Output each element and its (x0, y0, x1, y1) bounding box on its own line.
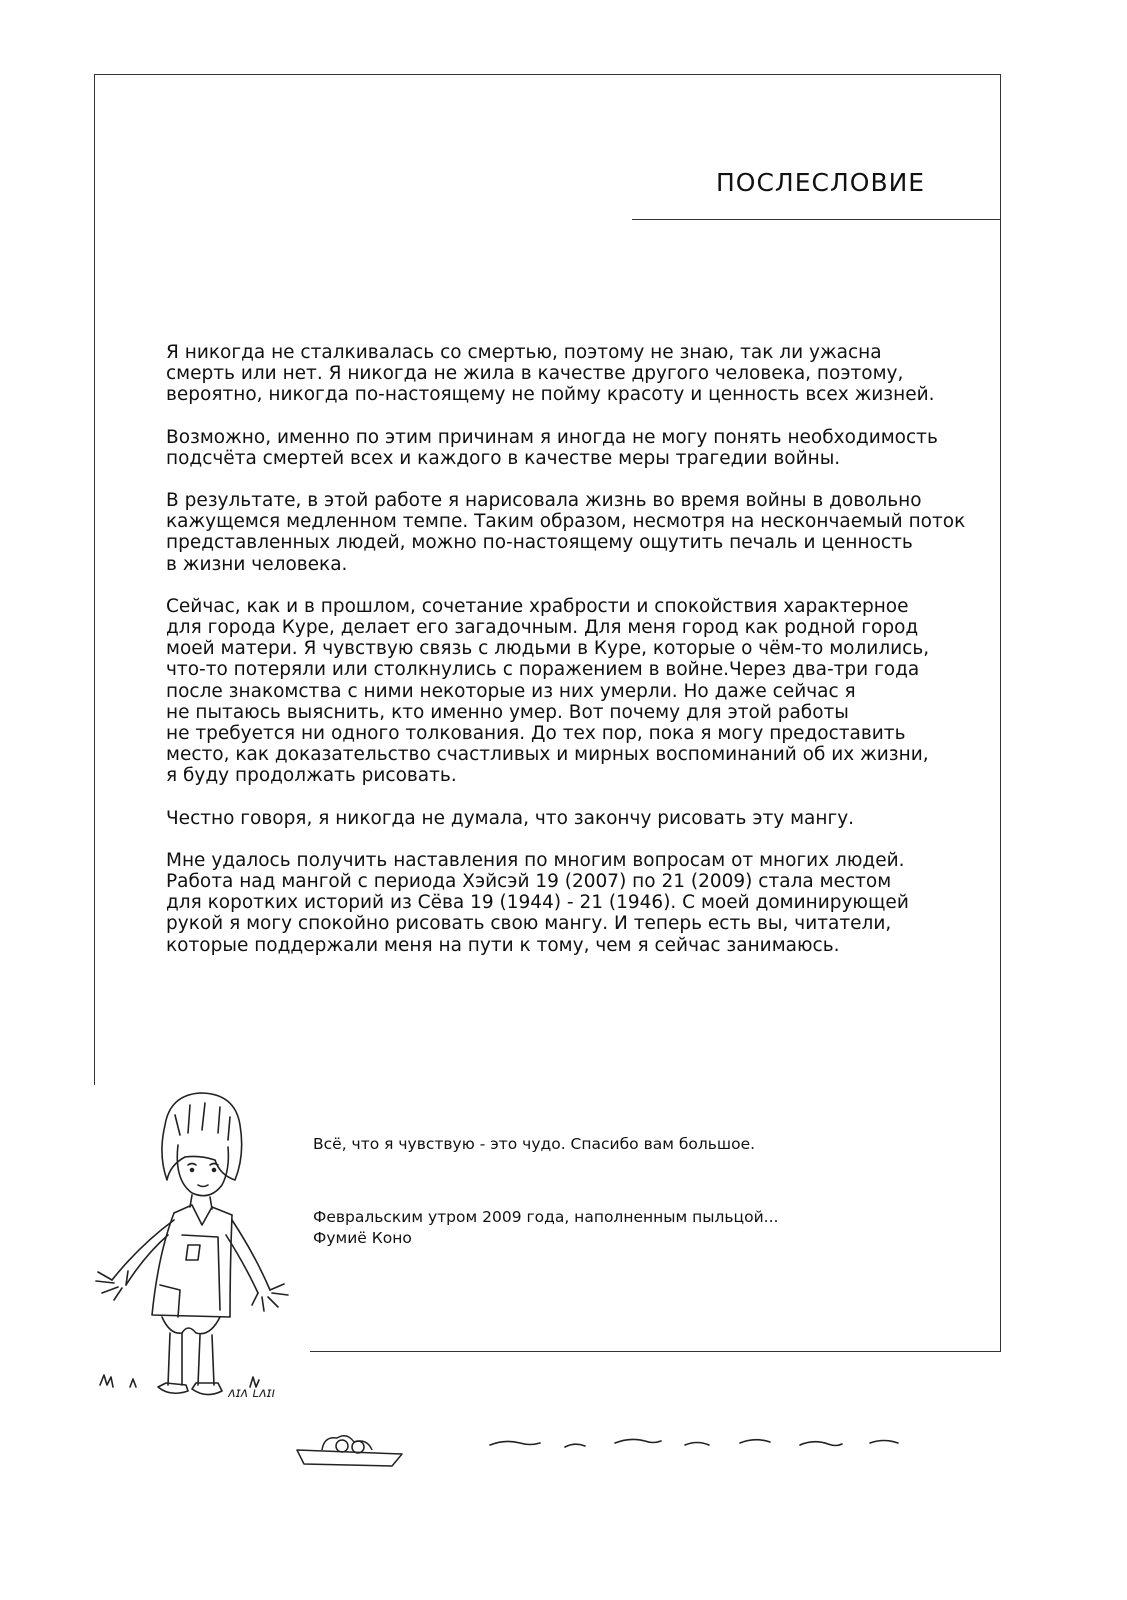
title-underline (632, 219, 1001, 220)
paragraph-2: Возможно, именно по этим причинам я иногда не могу понять необходимость подсчёта смертей всех и каждого в качестве меры трагедии войны. (166, 426, 938, 469)
girl-illustration (70, 1085, 310, 1425)
waves-drawing (470, 1425, 1030, 1455)
grass-scribble: ʌɪʌ ʟʌɪı (228, 1386, 276, 1401)
paragraph-6: Мне удалось получить наставления по многим вопросам от многих людей. Работа над мангой с периода Хэйсэй 19 (2007) по 21 (2009) стала местом для коротких историй из Сёва 19 (1944) - 21 (1946). С моей доминирующей рукой я могу спокойно рисовать свою мангу. И теперь есть вы, читатели, которые поддержали меня на пути к тому, чем я сейчас занимаюсь. (166, 849, 909, 956)
boat-drawing (292, 1430, 417, 1470)
thanks-line: Всё, что я чувствую - это чудо. Спасибо вам большое. (313, 1135, 756, 1153)
signature-block (313, 1207, 778, 1249)
paragraph-1: Я никогда не сталкивалась со смертью, поэтому не знаю, так ли ужасна смерть или нет. Я никогда не жила в качестве другого человека, поэтому, вероятно, никогда по-настоящему не пойму красоту и ценность всех жизней. (166, 342, 935, 406)
page-title: ПОСЛЕСЛОВИЕ (716, 168, 926, 197)
afterword-body (166, 342, 966, 977)
paragraph-5: Честно говоря, я никогда не думала, что закончу рисовать эту мангу. (166, 807, 855, 829)
paragraph-4: Сейчас, как и в прошлом, сочетание храбрости и спокойствия характерное для города Куре, делает его загадочным. Для меня город как родной город моей матери. Я чувствую связь с людьми в Куре, которые о чём-то молились, что-то потеряли или столкнулись с поражением в войне.Через два-три года после знакомства с ними некоторые из них умерли. Но даже сейчас я не пытаюсь выяснить, кто именно умер. Вот почему для этой работы не требуется ни одного толкования. До тех пор, пока я могу предоставить место, как доказательство счастливых и мирных воспоминаний об их жизни, я буду продолжать рисовать. (166, 595, 930, 787)
paragraph-3: В результате, в этой работе я нарисовала жизнь во время войны в довольно кажущемся медленном темпе. Таким образом, несмотря на нескончаемый поток представленных людей, можно по-настоящему ощутить печаль и ценность в жизни человека. (166, 490, 966, 575)
signature-date: Февральским утром 2009 года, наполненным пыльцой... (313, 1208, 779, 1226)
signature-author: Фумиё Коно (313, 1229, 412, 1247)
